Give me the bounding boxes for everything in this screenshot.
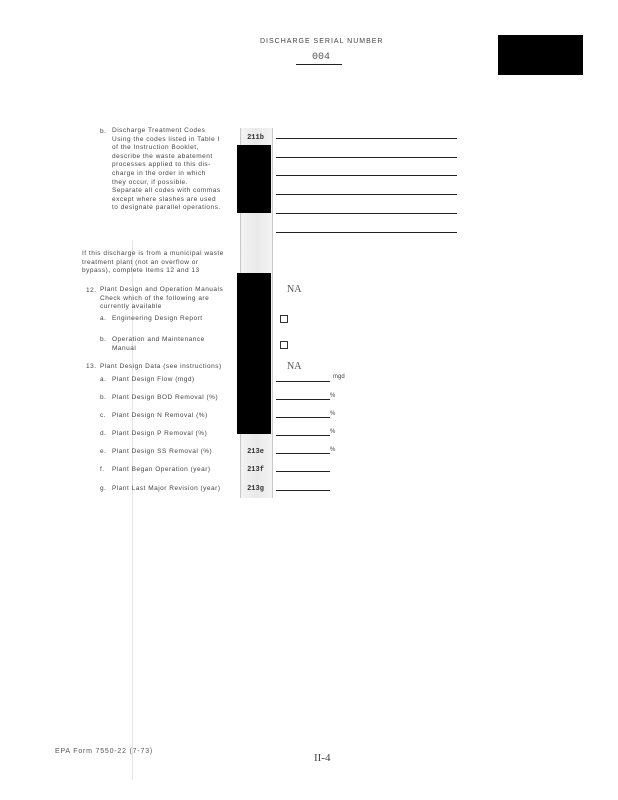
bod-removal-field[interactable] <box>276 399 330 400</box>
plant-design-flow-field[interactable] <box>276 381 330 382</box>
treatment-code-line[interactable] <box>276 175 457 176</box>
item-b-code: 211b <box>247 134 264 142</box>
treatment-code-line[interactable] <box>276 232 457 233</box>
row-c-letter: c. <box>100 412 107 419</box>
treatment-code-line[interactable] <box>276 213 457 214</box>
item-b-line: Using the codes listed in Table I <box>112 135 220 143</box>
row-b-letter: b. <box>100 394 107 401</box>
discharge-serial-title: DISCHARGE SERIAL NUMBER <box>260 38 384 45</box>
municipal-note-line: treatment plant (not an overflow or <box>82 258 199 266</box>
municipal-note <box>82 250 224 276</box>
row-e-letter: e. <box>100 448 107 455</box>
item-12b-line: Manual <box>112 344 137 352</box>
row-g-letter: g. <box>100 485 107 492</box>
n-removal-field[interactable] <box>276 417 330 418</box>
row-a-letter: a. <box>100 376 107 383</box>
item-12b-line: Operation and Maintenance <box>112 336 205 343</box>
form-number: EPA Form 7550-22 (7-73) <box>55 748 154 755</box>
item-b-letter: b. <box>100 128 107 135</box>
row-d-letter: d. <box>100 430 107 437</box>
ss-removal-code: 213e <box>247 448 264 456</box>
bod-removal-unit: % <box>330 393 336 399</box>
began-operation-code: 213f <box>247 466 264 474</box>
municipal-note-line: If this discharge is from a municipal waste <box>82 250 224 257</box>
item-b-line: Separate all codes with commas <box>112 187 221 195</box>
item-b-line: charge in the order in which <box>112 169 206 177</box>
treatment-code-line[interactable] <box>276 194 457 195</box>
serial-underline <box>296 64 342 65</box>
redaction-block <box>498 35 583 75</box>
redaction-block <box>237 145 271 213</box>
item-b-line: they occur, if possible. <box>112 178 188 186</box>
p-removal-field[interactable] <box>276 435 330 436</box>
n-removal-label: Plant Design N Removal (%) <box>112 412 208 419</box>
p-removal-label: Plant Design P Removal (%) <box>112 430 208 437</box>
item-12-line: Check which of the following are <box>100 294 210 302</box>
item-13-number: 13. <box>86 363 97 370</box>
last-major-revision-field[interactable] <box>276 490 330 491</box>
item-12b-letter: b. <box>100 336 107 343</box>
treatment-code-line[interactable] <box>276 138 457 139</box>
engineering-design-report-checkbox[interactable] <box>280 315 288 323</box>
ss-removal-label: Plant Design SS Removal (%) <box>112 448 213 455</box>
item-13-title: Plant Design Data (see instructions) <box>100 363 222 370</box>
last-major-revision-label: Plant Last Major Revision (year) <box>112 485 221 492</box>
bod-removal-label: Plant Design BOD Removal (%) <box>112 394 219 401</box>
operation-maintenance-manual-checkbox[interactable] <box>280 341 288 349</box>
item-b-line: of the Instruction Booklet, <box>112 144 199 152</box>
redaction-block <box>237 273 271 434</box>
item-12b-label <box>112 336 205 353</box>
item-12-line: Plant Design and Operation Manuals <box>100 286 224 293</box>
item-12-answer: NA <box>287 284 302 295</box>
ss-removal-field[interactable] <box>276 453 330 454</box>
item-b-line: to designate parallel operations. <box>112 204 221 212</box>
began-operation-field[interactable] <box>276 471 330 472</box>
item-12a-letter: a. <box>100 315 107 322</box>
item-b-line: processes applied to this dis- <box>112 161 211 169</box>
treatment-code-line[interactable] <box>276 157 457 158</box>
began-operation-label: Plant Began Operation (year) <box>112 466 211 473</box>
item-b-line: describe the waste abatement <box>112 152 213 160</box>
item-12-line: currently available <box>100 303 162 311</box>
item-b-description <box>112 127 221 213</box>
item-13-answer: NA <box>287 361 302 372</box>
n-removal-unit: % <box>330 411 336 417</box>
item-b-line: except where slashes are used <box>112 195 217 203</box>
item-12a-label: Engineering Design Report <box>112 315 203 322</box>
item-b-line: Discharge Treatment Codes <box>112 127 206 134</box>
ss-removal-unit: % <box>330 447 336 453</box>
last-major-revision-code: 213g <box>247 485 264 493</box>
row-f-letter: f. <box>100 466 105 473</box>
municipal-note-line: bypass), complete Items 12 and 13 <box>82 267 200 275</box>
plant-design-flow-label: Plant Design Flow (mgd) <box>112 376 195 383</box>
p-removal-unit: % <box>330 429 336 435</box>
plant-design-flow-unit: mgd <box>333 374 345 380</box>
item-12-number: 12. <box>86 287 97 294</box>
page-number: II-4 <box>314 752 331 764</box>
item-12-description <box>100 286 223 312</box>
discharge-serial-number: 004 <box>312 52 331 63</box>
